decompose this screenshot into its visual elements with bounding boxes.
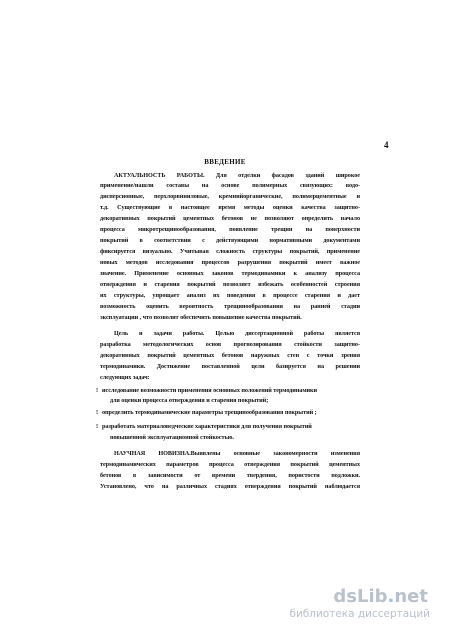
text-line: их структуры, упрощает анализ их поведения в процессе старения и дает	[100, 292, 360, 299]
text-line: термодинамики. Достижение поставленной цели базируется на решении	[100, 363, 360, 370]
list-bullet: !	[96, 387, 99, 394]
watermark-subtitle: библиотека диссертаций	[289, 608, 430, 620]
text-line: следующих задач:	[100, 374, 150, 381]
text-line: дисперсионные, перхлорвиниловые, кремнийорганические, полимерцементные и	[100, 193, 360, 200]
list-item: разработать материаловедческие характеристики для получения покрытий	[102, 423, 312, 430]
watermark	[286, 586, 436, 626]
section-heading: ВВЕДЕНИЕ	[204, 158, 246, 166]
text-line: фиксируется визуально. Учитывая сложность структуры покрытий, применение	[100, 248, 360, 255]
text-line: т.д. Существующие в настоящее время методы оценки качества защитно-	[100, 204, 360, 211]
list-item: исследование возможности применения основных положений термодинамики	[102, 387, 318, 394]
text-line: термодинамических параметров процесса отверждения покрытий цементных	[100, 461, 360, 468]
list-bullet: !	[96, 423, 99, 430]
text-line: процесса микротрещинообразования, появление трещин на поверхности	[100, 226, 360, 233]
watermark-logo: dsLib.net	[333, 586, 428, 607]
text-line: бетонов в зависимости от времени твердения, пористости подложки.	[100, 472, 360, 479]
text-line: новых методов исследования процессов разрушения покрытий имеет важное	[100, 259, 360, 266]
text-line: разработка методологических основ прогнозирования стойкости защитно-	[100, 341, 360, 348]
list-item: повышенной эксплуатационной стойкостью.	[110, 434, 234, 441]
text-line: возможность оценить вероятность трещинообразования на ранней стадии	[100, 303, 360, 310]
text-line: декоративных покрытий цементных бетонов наружных стен с точки зрения	[100, 352, 360, 359]
text-line: декоративных покрытий цементных бетонов не позволяют определить начало	[100, 215, 360, 222]
text-line: Установлено, что на различных стадиях отверждения покрытий наблюдается	[100, 483, 360, 490]
list-item: определить термодинамические параметры трещинообразования покрытий ;	[102, 409, 317, 416]
text-line: применение/нашли составы на основе полимерных связующих: водо-	[100, 182, 360, 189]
text-line: АКТУАЛЬНОСТЬ РАБОТЫ. Для отделки фасадов зданий широкое	[114, 172, 360, 179]
text-line: покрытий в соответствии с действующими нормативными документами	[100, 237, 360, 244]
text-line: значение. Применение основных законов термодинамики к анализу процесса	[100, 270, 360, 277]
page-number: 4	[384, 140, 389, 150]
text-line: Цель и задачи работы. Целью диссертационной работы является	[114, 330, 360, 337]
list-bullet: !	[96, 409, 99, 416]
text-line: отверждения и старения покрытий позволяет избежать особенностей строения	[100, 281, 360, 288]
text-line: эксплуатации , что позволит обеспечить повышение качества покрытий.	[100, 314, 302, 321]
list-item: для оценки процесса отверждения и старения покрытий;	[110, 397, 269, 404]
text-line: НАУЧНАЯ НОВИЗНА.Выявлены основные закономерности изменения	[114, 450, 360, 457]
